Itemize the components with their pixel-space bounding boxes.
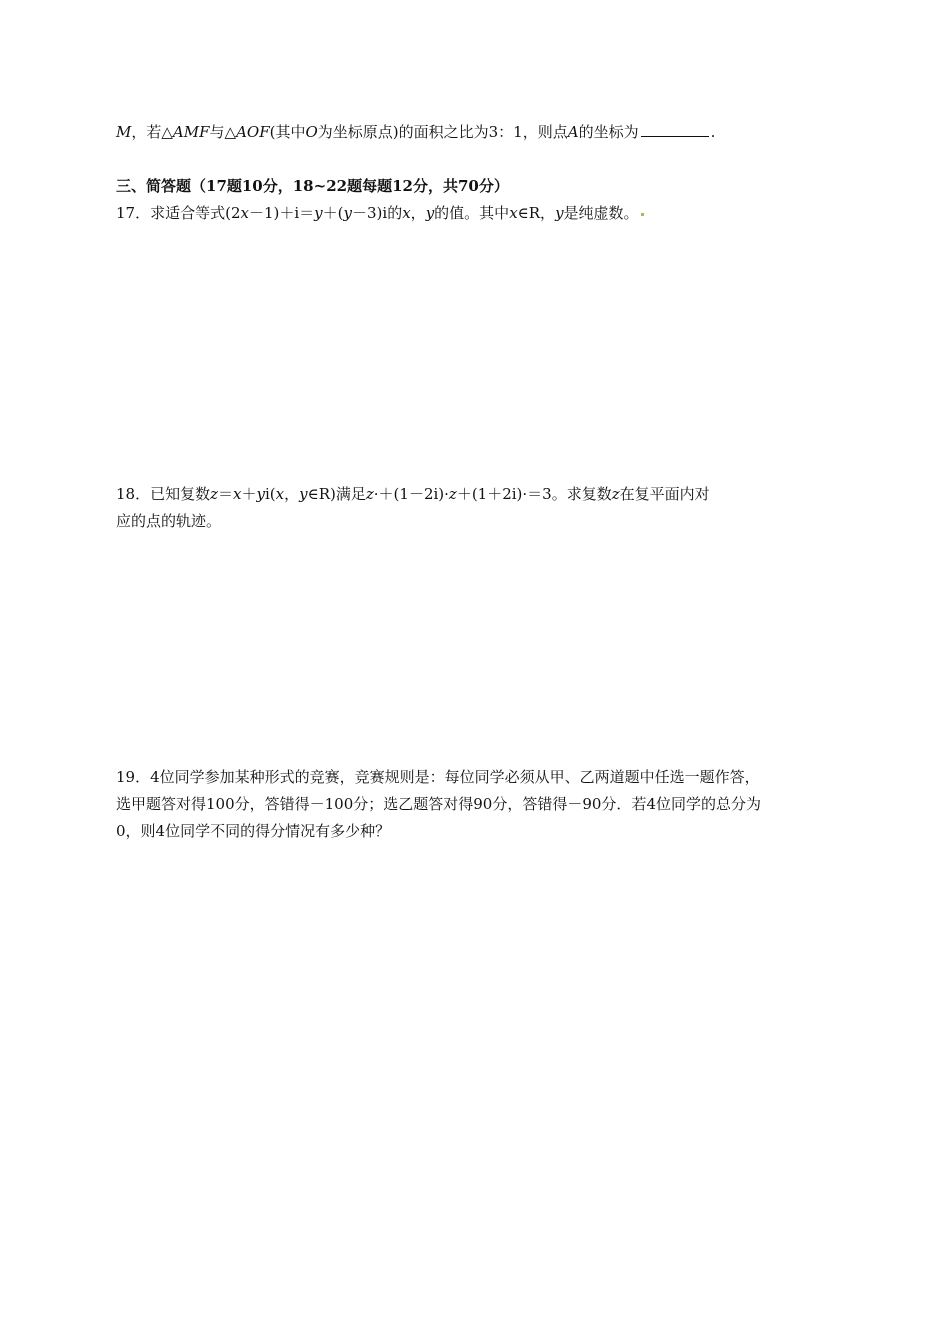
text-segment: －3)i的 [352,204,403,222]
text-segment: ＋(1＋2i)·＝3。求复数 [456,485,612,503]
var-y: y [343,204,352,222]
text-segment: ＝ [218,485,234,503]
question-18-line-2: 应的点的轨迹。 [116,512,222,530]
var-x: x [240,204,249,222]
text-segment: ·＋(1－2i)· [373,485,449,503]
text-segment: 是纯虚数。 [563,204,639,222]
text-segment: 已知复数 [150,485,211,503]
question-number: 18． [116,485,151,503]
var-y: y [299,485,308,503]
text-segment: 在复平面内对 [619,485,710,503]
text-segment: 求适合等式(2 [150,204,241,222]
var-z: z [448,485,457,503]
section-title: 三、简答题（17题10分，18~22题每题12分，共70分） [116,177,509,195]
var-y: y [314,204,323,222]
text-segment: ， [284,485,300,503]
text-segment: －1)＋i＝ [248,204,315,222]
question-19-line-3: 0，则4位同学不同的得分情况有多少种？ [116,822,391,840]
text-segment: ∈R， [517,204,556,222]
var-x: x [233,485,242,503]
var-x: x [402,204,411,222]
var-amf: AMF [172,123,210,141]
text-segment: 的坐标为 [578,123,639,141]
text-segment: . [710,123,716,141]
question-19-line-1: 19．4位同学参加某种形式的竞赛，竞赛规则是：每位同学必须从甲、乙两道题中任选一题作答， [116,768,760,786]
text-segment: ， [410,204,426,222]
text-segment: ＋( [322,204,344,222]
var-y: y [555,204,564,222]
var-x: x [275,485,285,503]
var-x: x [509,204,518,222]
var-a: A [567,123,579,141]
text-segment: 的值。其中 [434,204,510,222]
text-segment: (其中 [269,123,306,141]
var-y: y [425,204,435,222]
question-19-line-2: 选甲题答对得100分，答错得－100分；选乙题答对得90分，答错得－90分．若4位同学的总分为 [116,795,761,813]
var-m: M [116,123,132,141]
var-aof: AOF [236,123,270,141]
question-18-line-1 [116,484,710,504]
text-segment: ，若△ [131,123,173,141]
stray-mark [641,213,644,216]
var-y: y [256,485,265,503]
var-o: O [305,123,318,141]
text-segment: 与△ [209,123,237,141]
text-segment: ∈R)满足 [307,485,366,503]
question-number: 17． [116,204,151,222]
text-segment: i( [265,485,276,503]
question-17 [116,203,644,223]
problem-16-continuation [116,122,715,142]
var-z: z [365,485,374,503]
text-segment: 为坐标原点)的面积之比为3：1，则点 [317,123,568,141]
text-segment: ＋ [241,485,257,503]
answer-blank[interactable] [641,122,709,137]
var-z: z [611,485,620,503]
var-z: z [210,485,219,503]
